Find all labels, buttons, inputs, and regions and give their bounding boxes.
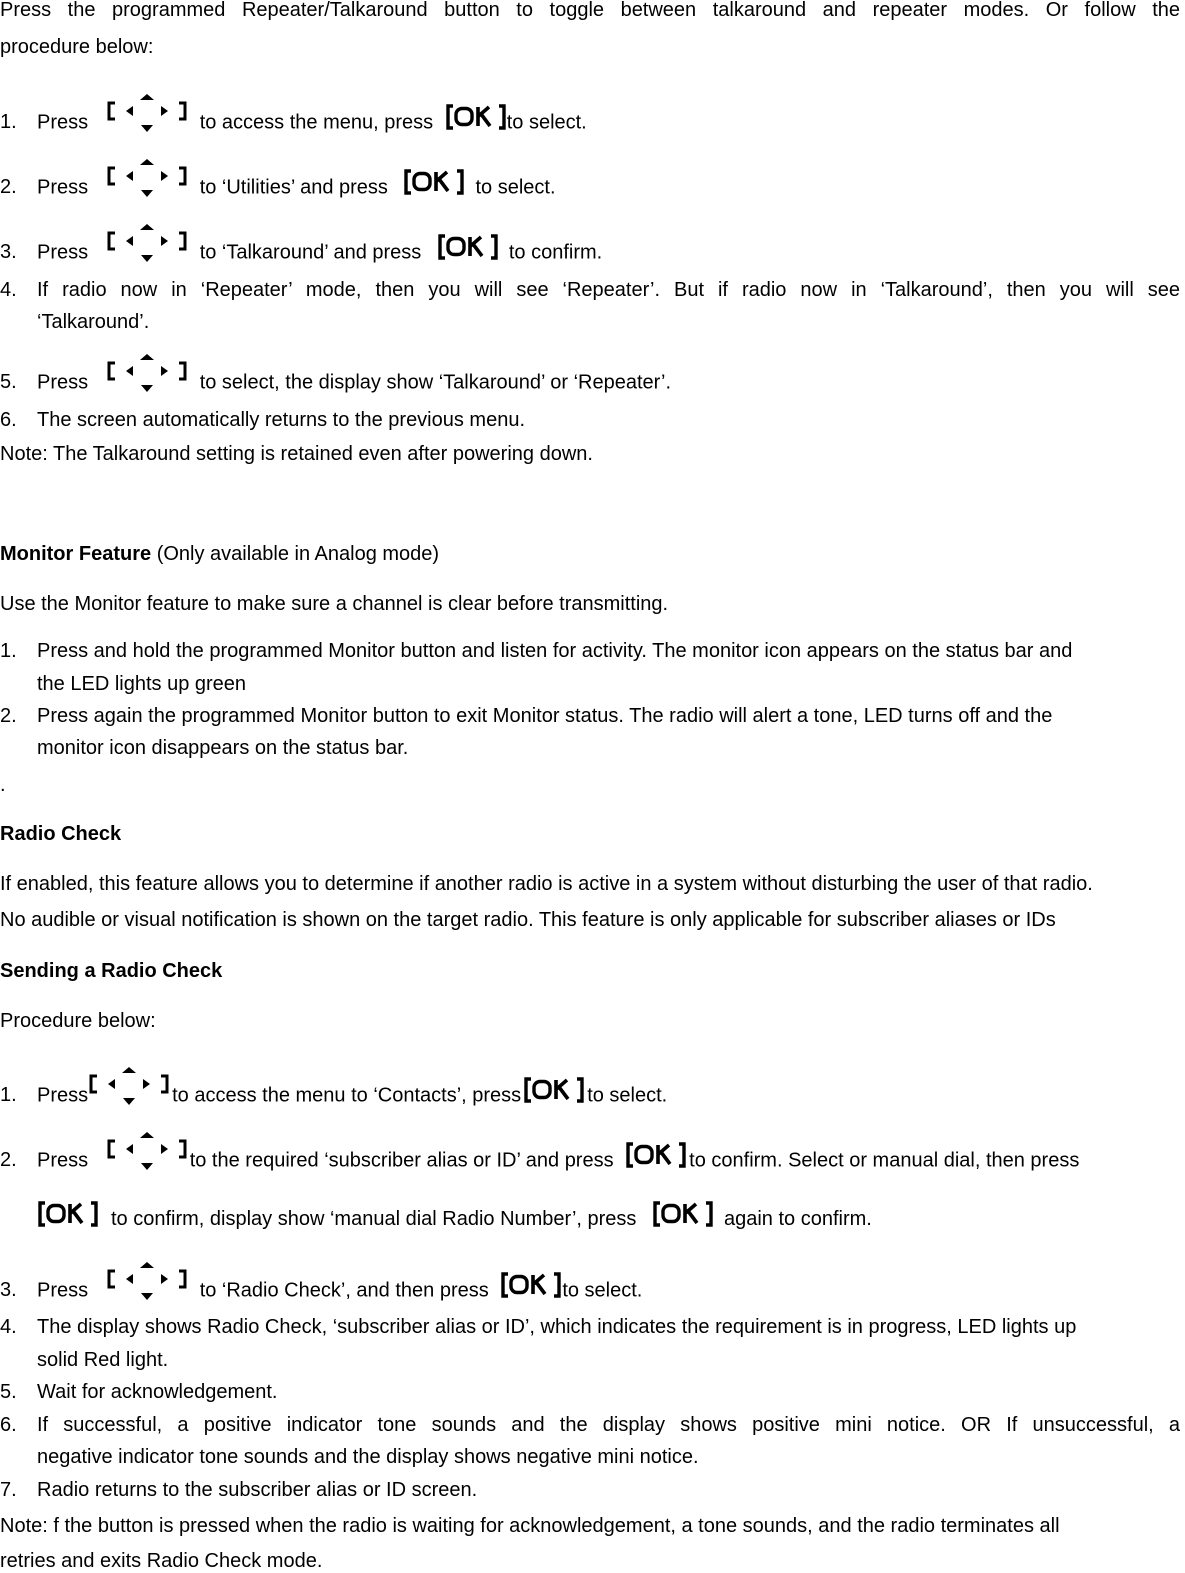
talkaround-note: Note: The Talkaround setting is retained even after powering down.	[0, 443, 593, 465]
step-number: 2.	[0, 176, 17, 198]
step-text: Press	[37, 111, 89, 134]
navigation-keys-icon	[106, 222, 188, 266]
list-item	[37, 1083, 667, 1109]
step-text: The screen automatically returns to the previous menu.	[37, 409, 526, 431]
ok-key-icon	[652, 1200, 714, 1230]
radio-check-line-1: If enabled, this feature allows you to determine if another radio is active in a system without disturbing the user of that radio.	[0, 873, 1093, 895]
list-item	[37, 1148, 1079, 1174]
intro-line-2: procedure below:	[0, 36, 154, 58]
step-number: 5.	[0, 371, 17, 393]
list-item	[37, 110, 587, 136]
step-number: 4.	[0, 1316, 17, 1338]
monitor-heading-line	[0, 542, 1180, 566]
step-number: 4.	[0, 279, 17, 301]
monitor-heading: Monitor Feature	[0, 543, 152, 565]
step-text: to ‘Radio Check’, and then press	[199, 1279, 489, 1302]
step-text: Press again the programmed Monitor button to exit Monitor status. The radio will alert a tone, LED turns off and the	[37, 705, 1053, 727]
monitor-intro: Use the Monitor feature to make sure a channel is clear before transmitting.	[0, 593, 669, 615]
intro-line-1: Press the programmed Repeater/Talkaround button to toggle between talkaround and repeater modes. Or follow the	[0, 0, 1180, 21]
ok-key-icon	[37, 1200, 99, 1230]
step-number: 2.	[0, 705, 17, 727]
step-text: to select.	[562, 1279, 643, 1302]
step-text: solid Red light.	[37, 1349, 169, 1371]
step-text: to access the menu, press	[199, 111, 434, 134]
step-text: to select, the display show ‘Talkaround’ or ‘Repeater’.	[199, 371, 672, 394]
step-text: Wait for acknowledgement.	[37, 1381, 278, 1403]
step-text: to confirm, display show ‘manual dial Radio Number’, press	[111, 1208, 637, 1230]
step-text: The display shows Radio Check, ‘subscriber alias or ID’, which indicates the requirement is in progress, LED lights up	[37, 1316, 1077, 1338]
monitor-heading-suffix: (Only available in Analog mode)	[156, 543, 440, 565]
radio-check-heading: Radio Check	[0, 823, 122, 845]
ok-key-icon	[403, 168, 465, 198]
ok-key-icon	[523, 1076, 585, 1106]
sending-heading: Sending a Radio Check	[0, 960, 223, 982]
step-text: Press and hold the programmed Monitor button and listen for activity. The monitor icon appears on the status bar and	[37, 640, 1073, 662]
step-number: 7.	[0, 1479, 17, 1501]
navigation-keys-icon	[106, 1130, 188, 1174]
navigation-keys-icon	[106, 1260, 188, 1304]
sending-note-line-1: Note: f the button is pressed when the radio is waiting for acknowledgement, a tone sounds, and the radio terminates all	[0, 1515, 1060, 1537]
step-text: Press	[37, 1149, 89, 1172]
ok-key-icon	[437, 233, 499, 263]
step-text: to ‘Talkaround’ and press	[199, 241, 422, 264]
radio-check-line-2: No audible or visual notification is shown on the target radio. This feature is only applicable for subscriber aliases or IDs	[0, 909, 1056, 931]
step-text: again to confirm.	[723, 1208, 872, 1230]
step-text: negative indicator tone sounds and the display shows negative mini notice.	[37, 1446, 699, 1468]
step-number: 3.	[0, 1279, 17, 1301]
step-text: Press	[37, 1084, 89, 1107]
step-number: 6.	[0, 409, 17, 431]
step-text: the LED lights up green	[37, 673, 247, 695]
step-number: 1.	[0, 640, 17, 662]
list-item	[37, 1278, 642, 1304]
step-text: If radio now in ‘Repeater’ mode, then you will see ‘Repeater’. But if radio now in ‘Talkaround’, then you will see	[37, 279, 1180, 301]
step-text: Radio returns to the subscriber alias or ID screen.	[37, 1479, 478, 1501]
step-text: Press	[37, 1279, 89, 1302]
list-item	[37, 370, 671, 396]
navigation-keys-icon	[106, 92, 188, 136]
navigation-keys-icon	[88, 1065, 170, 1109]
ok-key-icon	[445, 103, 507, 133]
list-item	[37, 240, 602, 266]
monitor-dot: .	[0, 774, 6, 796]
step-number: 1.	[0, 111, 17, 133]
step-text: monitor icon disappears on the status bar.	[37, 737, 409, 759]
sending-note-line-2: retries and exits Radio Check mode.	[0, 1550, 323, 1572]
step-number: 1.	[0, 1084, 17, 1106]
sending-intro: Procedure below:	[0, 1010, 156, 1032]
list-item	[37, 175, 556, 201]
navigation-keys-icon	[106, 352, 188, 396]
step-text: to confirm.	[508, 241, 603, 264]
step-text: to ‘Utilities’ and press	[199, 176, 388, 199]
navigation-keys-icon	[106, 157, 188, 201]
step-text: If successful, a positive indicator tone sounds and the display shows positive mini notice. OR If unsuccessful, a	[37, 1414, 1180, 1436]
step-number: 3.	[0, 241, 17, 263]
ok-key-icon	[625, 1141, 687, 1171]
step-number: 2.	[0, 1149, 17, 1171]
step-text: to access the menu to ‘Contacts’, press	[172, 1084, 522, 1107]
step-number: 5.	[0, 1381, 17, 1403]
step-text: to select.	[475, 176, 556, 199]
step-text: to confirm. Select or manual dial, then press	[689, 1149, 1080, 1172]
step-text: Press	[37, 241, 89, 264]
step-text: Press	[37, 176, 89, 199]
step-text: to the required ‘subscriber alias or ID’ and press	[189, 1149, 614, 1172]
step-text: to select.	[587, 1084, 668, 1107]
step-number: 6.	[0, 1414, 17, 1436]
step-text: ‘Talkaround’.	[37, 311, 150, 333]
ok-key-icon	[500, 1271, 562, 1301]
list-item	[37, 1207, 872, 1231]
step-text: to select.	[506, 111, 587, 134]
step-text: Press	[37, 371, 89, 394]
